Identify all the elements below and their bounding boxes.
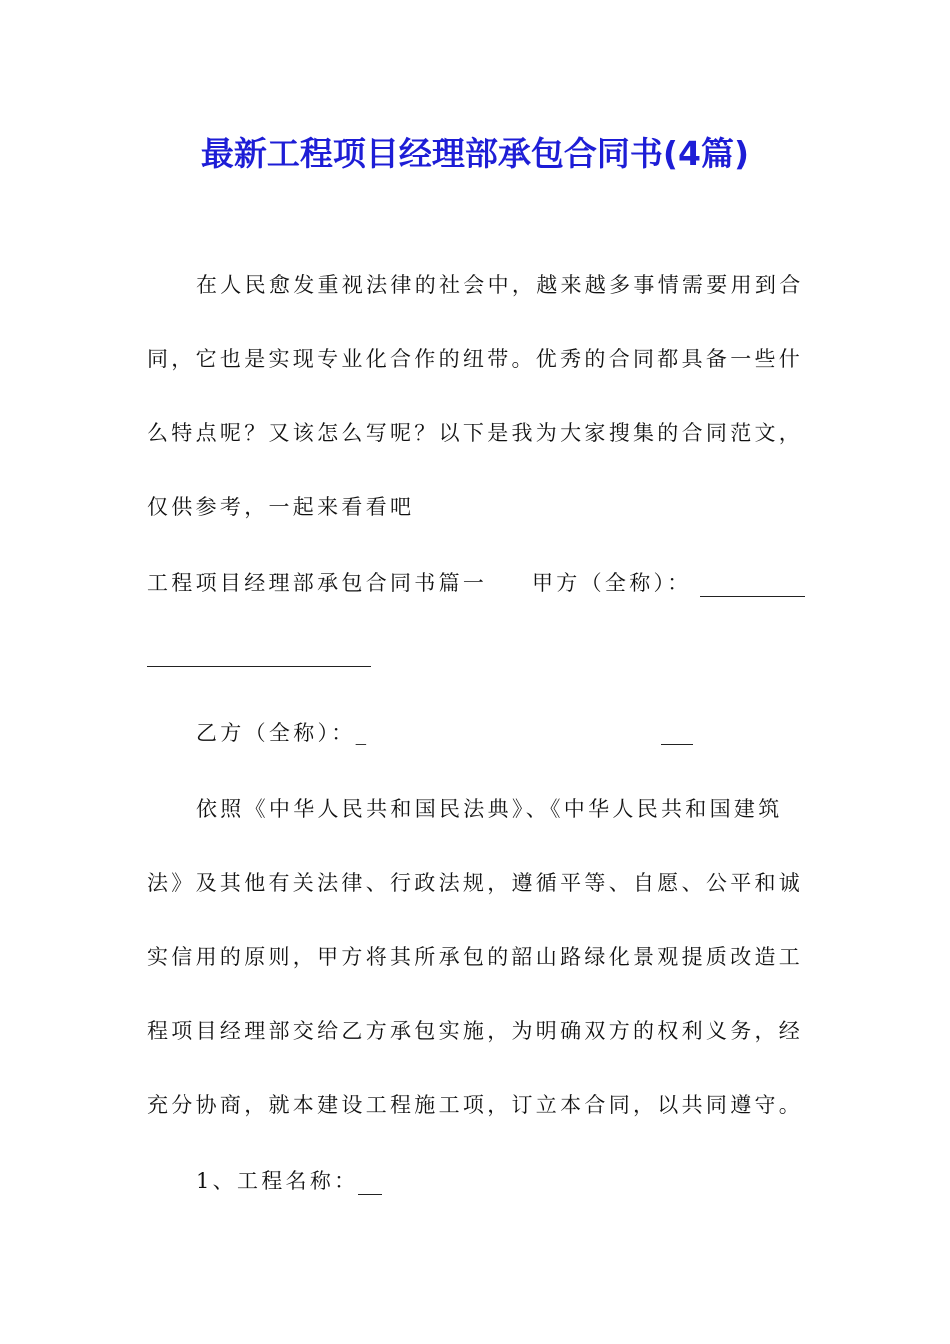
basis-line-1: 依照《中华人民共和国民法典》、《中华人民共和国建筑 <box>196 797 783 821</box>
party-b-label: 乙方（全称）：_ <box>196 721 370 745</box>
party-b-blank <box>661 744 693 745</box>
party-a-blank-continued <box>147 666 371 667</box>
section-heading: 工程项目经理部承包合同书篇一 <box>147 571 488 595</box>
document-title: 最新工程项目经理部承包合同书(4篇) <box>200 134 750 173</box>
party-a-blank <box>700 596 805 597</box>
intro-line-4: 仅供参考，一起来看看吧 <box>147 495 415 519</box>
basis-line-2: 法》及其他有关法律、行政法规，遵循平等、自愿、公平和诚 <box>147 871 804 895</box>
party-a-label: 甲方（全称）： <box>532 571 692 595</box>
basis-line-3: 实信用的原则，甲方将其所承包的韶山路绿化景观提质改造工 <box>147 945 804 969</box>
intro-line-2: 同，它也是实现专业化合作的纽带。优秀的合同都具备一些什 <box>147 347 804 371</box>
basis-line-5: 充分协商，就本建设工程施工项，订立本合同，以共同遵守。 <box>147 1093 804 1117</box>
basis-line-4: 程项目经理部交给乙方承包实施，为明确双方的权利义务，经 <box>147 1019 804 1043</box>
item-1-blank <box>358 1194 382 1195</box>
intro-line-1: 在人民愈发重视法律的社会中，越来越多事情需要用到合 <box>196 273 804 297</box>
intro-line-3: 么特点呢？又该怎么写呢？以下是我为大家搜集的合同范文， <box>147 421 804 445</box>
item-1-label: 1、工程名称： <box>196 1169 359 1193</box>
